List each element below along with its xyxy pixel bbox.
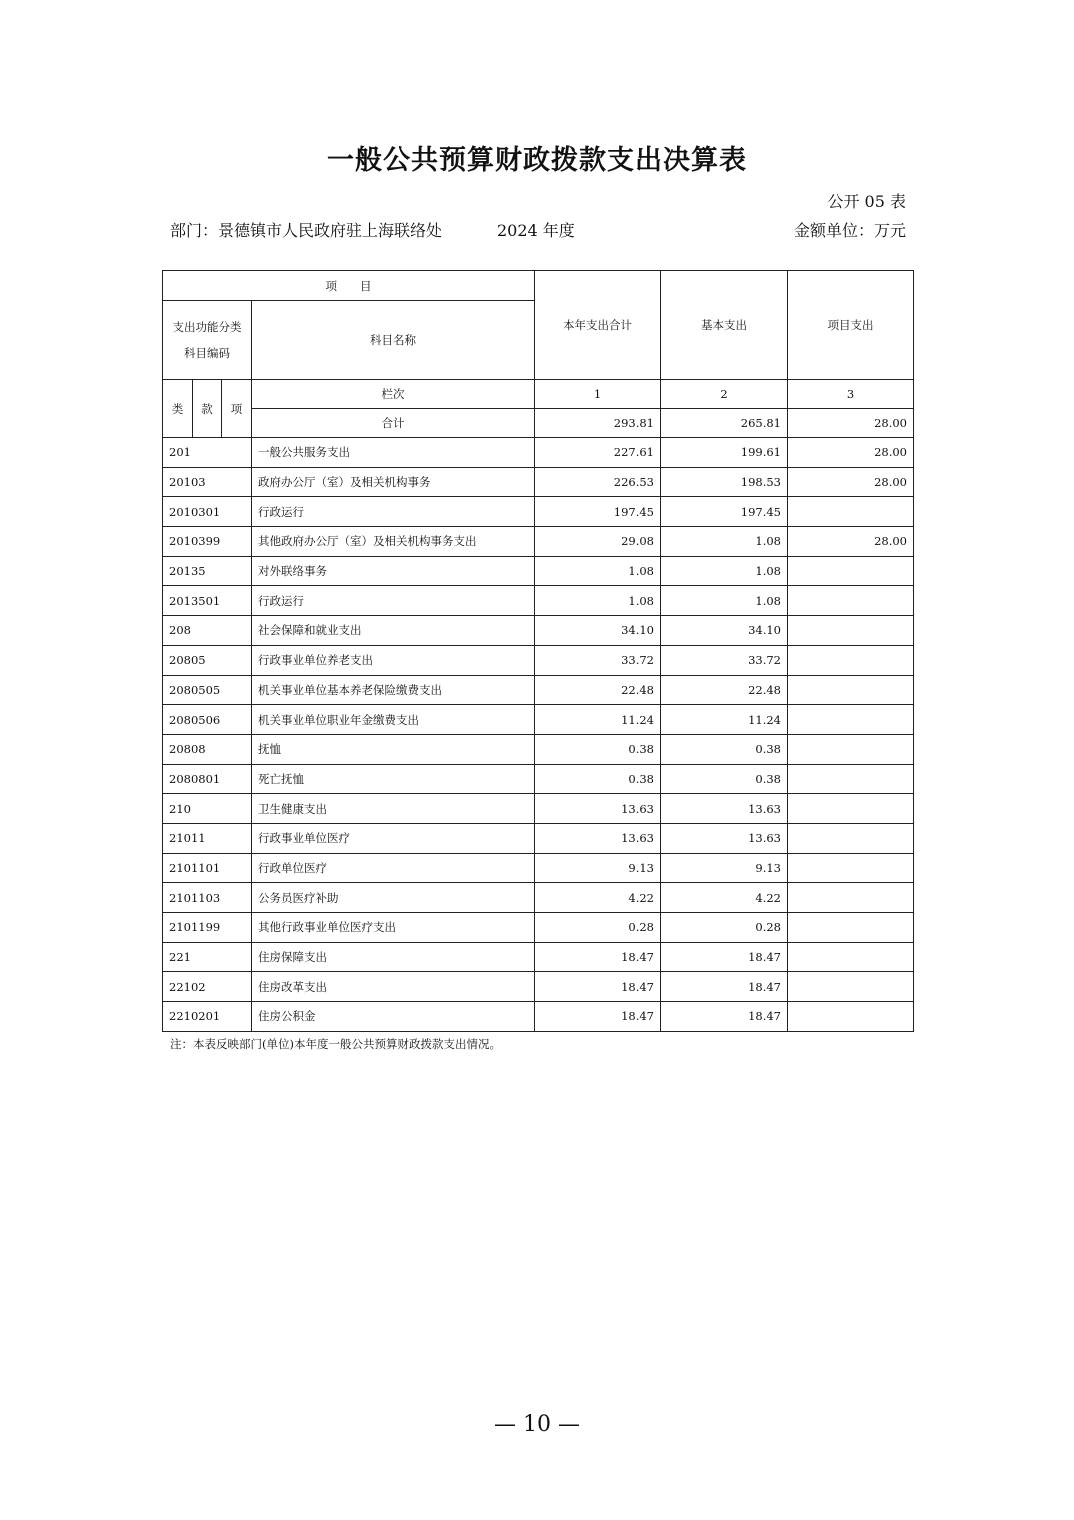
row-total: 33.72 — [535, 645, 661, 675]
table-row — [163, 497, 914, 527]
table-row — [163, 972, 914, 1002]
row-name: 死亡抚恤 — [252, 764, 535, 794]
table-row — [163, 794, 914, 824]
table-row — [163, 823, 914, 853]
row-basic: 0.28 — [661, 913, 788, 943]
table-row — [163, 467, 914, 497]
row-name: 抚恤 — [252, 734, 535, 764]
row-total: 34.10 — [535, 616, 661, 646]
row-name: 住房保障支出 — [252, 942, 535, 972]
header-col2: 2 — [661, 380, 788, 409]
row-total: 197.45 — [535, 497, 661, 527]
row-project — [788, 972, 914, 1002]
row-code: 208 — [163, 616, 252, 646]
header-lei: 类 — [163, 380, 193, 438]
table-row — [163, 705, 914, 735]
row-name: 对外联络事务 — [252, 556, 535, 586]
row-total: 11.24 — [535, 705, 661, 735]
fiscal-year: 2024 年度 — [497, 221, 575, 240]
row-basic: 0.38 — [661, 764, 788, 794]
row-code: 2080801 — [163, 764, 252, 794]
row-code: 221 — [163, 942, 252, 972]
total-row-project: 28.00 — [788, 409, 914, 438]
table-row — [163, 942, 914, 972]
table-row — [163, 675, 914, 705]
row-name: 卫生健康支出 — [252, 794, 535, 824]
table-row — [163, 913, 914, 943]
row-basic: 1.08 — [661, 527, 788, 557]
row-basic: 13.63 — [661, 823, 788, 853]
row-project — [788, 705, 914, 735]
header-xiang: 项 — [222, 380, 252, 438]
row-project: 28.00 — [788, 527, 914, 557]
row-project — [788, 734, 914, 764]
row-project — [788, 616, 914, 646]
department-label: 部门：景德镇市人民政府驻上海联络处 — [170, 221, 443, 240]
row-total: 227.61 — [535, 438, 661, 468]
row-project — [788, 1002, 914, 1032]
page-number: — 10 — — [494, 1412, 580, 1437]
row-code: 2101101 — [163, 853, 252, 883]
row-name: 机关事业单位基本养老保险缴费支出 — [252, 675, 535, 705]
row-name: 其他行政事业单位医疗支出 — [252, 913, 535, 943]
row-total: 9.13 — [535, 853, 661, 883]
row-project — [788, 913, 914, 943]
row-total: 18.47 — [535, 1002, 661, 1032]
row-code: 21011 — [163, 823, 252, 853]
row-name: 政府办公厅（室）及相关机构事务 — [252, 467, 535, 497]
row-total: 0.38 — [535, 734, 661, 764]
expenditure-table — [162, 270, 914, 1032]
row-project — [788, 586, 914, 616]
row-code: 20135 — [163, 556, 252, 586]
row-total: 13.63 — [535, 823, 661, 853]
row-name: 住房改革支出 — [252, 972, 535, 1002]
header-col1: 1 — [535, 380, 661, 409]
header-project: 项目支出 — [788, 271, 914, 380]
row-basic: 18.47 — [661, 972, 788, 1002]
table-note: 注：本表反映部门(单位)本年度一般公共预算财政拨款支出情况。 — [170, 1037, 501, 1051]
row-basic: 34.10 — [661, 616, 788, 646]
row-basic: 4.22 — [661, 883, 788, 913]
total-row-basic: 265.81 — [661, 409, 788, 438]
row-total: 0.38 — [535, 764, 661, 794]
table-row — [163, 883, 914, 913]
row-basic: 22.48 — [661, 675, 788, 705]
row-code: 2010301 — [163, 497, 252, 527]
header-item: 项 目 — [163, 271, 535, 301]
row-total: 1.08 — [535, 556, 661, 586]
row-code: 201 — [163, 438, 252, 468]
row-name: 社会保障和就业支出 — [252, 616, 535, 646]
table-row — [163, 1002, 914, 1032]
row-project — [788, 764, 914, 794]
table-row — [163, 527, 914, 557]
row-basic: 197.45 — [661, 497, 788, 527]
row-name: 行政运行 — [252, 497, 535, 527]
row-name: 行政单位医疗 — [252, 853, 535, 883]
header-name: 科目名称 — [252, 301, 535, 380]
row-code: 20808 — [163, 734, 252, 764]
row-project — [788, 794, 914, 824]
row-code: 210 — [163, 794, 252, 824]
row-code: 2013501 — [163, 586, 252, 616]
header-total: 本年支出合计 — [535, 271, 661, 380]
row-basic: 18.47 — [661, 942, 788, 972]
row-name: 行政运行 — [252, 586, 535, 616]
row-code: 2101103 — [163, 883, 252, 913]
row-name: 行政事业单位医疗 — [252, 823, 535, 853]
row-project — [788, 497, 914, 527]
table-row — [163, 616, 914, 646]
row-code: 2010399 — [163, 527, 252, 557]
header-col3: 3 — [788, 380, 914, 409]
amount-unit: 金额单位：万元 — [793, 221, 906, 240]
row-basic: 33.72 — [661, 645, 788, 675]
row-total: 22.48 — [535, 675, 661, 705]
total-row-total: 293.81 — [535, 409, 661, 438]
row-total: 29.08 — [535, 527, 661, 557]
row-basic: 0.38 — [661, 734, 788, 764]
row-basic: 1.08 — [661, 556, 788, 586]
row-code: 2101199 — [163, 913, 252, 943]
row-project — [788, 675, 914, 705]
row-project: 28.00 — [788, 467, 914, 497]
row-project: 28.00 — [788, 438, 914, 468]
row-basic: 199.61 — [661, 438, 788, 468]
row-basic: 9.13 — [661, 853, 788, 883]
row-project — [788, 883, 914, 913]
row-total: 0.28 — [535, 913, 661, 943]
table-row — [163, 586, 914, 616]
row-basic: 198.53 — [661, 467, 788, 497]
total-row-label: 合计 — [252, 409, 535, 438]
header-basic: 基本支出 — [661, 271, 788, 380]
row-total: 18.47 — [535, 942, 661, 972]
row-code: 22102 — [163, 972, 252, 1002]
row-name: 一般公共服务支出 — [252, 438, 535, 468]
row-code: 2080506 — [163, 705, 252, 735]
row-code: 20103 — [163, 467, 252, 497]
row-name: 公务员医疗补助 — [252, 883, 535, 913]
row-code: 2080505 — [163, 675, 252, 705]
row-total: 13.63 — [535, 794, 661, 824]
table-row — [163, 734, 914, 764]
row-basic: 1.08 — [661, 586, 788, 616]
row-name: 住房公积金 — [252, 1002, 535, 1032]
row-basic: 18.47 — [661, 1002, 788, 1032]
row-code: 20805 — [163, 645, 252, 675]
row-basic: 11.24 — [661, 705, 788, 735]
form-number: 公开 05 表 — [827, 192, 906, 211]
row-basic: 13.63 — [661, 794, 788, 824]
row-name: 机关事业单位职业年金缴费支出 — [252, 705, 535, 735]
table-row — [163, 556, 914, 586]
table-row — [163, 853, 914, 883]
row-project — [788, 645, 914, 675]
row-total: 226.53 — [535, 467, 661, 497]
row-project — [788, 942, 914, 972]
row-total: 1.08 — [535, 586, 661, 616]
row-name: 其他政府办公厅（室）及相关机构事务支出 — [252, 527, 535, 557]
row-project — [788, 853, 914, 883]
header-kuan: 款 — [193, 380, 222, 438]
page-title: 一般公共预算财政拨款支出决算表 — [327, 145, 747, 176]
row-code: 2210201 — [163, 1002, 252, 1032]
header-lanci: 栏次 — [252, 380, 535, 409]
row-project — [788, 823, 914, 853]
row-name: 行政事业单位养老支出 — [252, 645, 535, 675]
table-row — [163, 438, 914, 468]
table-row — [163, 764, 914, 794]
table-row — [163, 645, 914, 675]
row-total: 4.22 — [535, 883, 661, 913]
row-project — [788, 556, 914, 586]
header-code: 支出功能分类科目编码 — [163, 301, 252, 380]
row-total: 18.47 — [535, 972, 661, 1002]
